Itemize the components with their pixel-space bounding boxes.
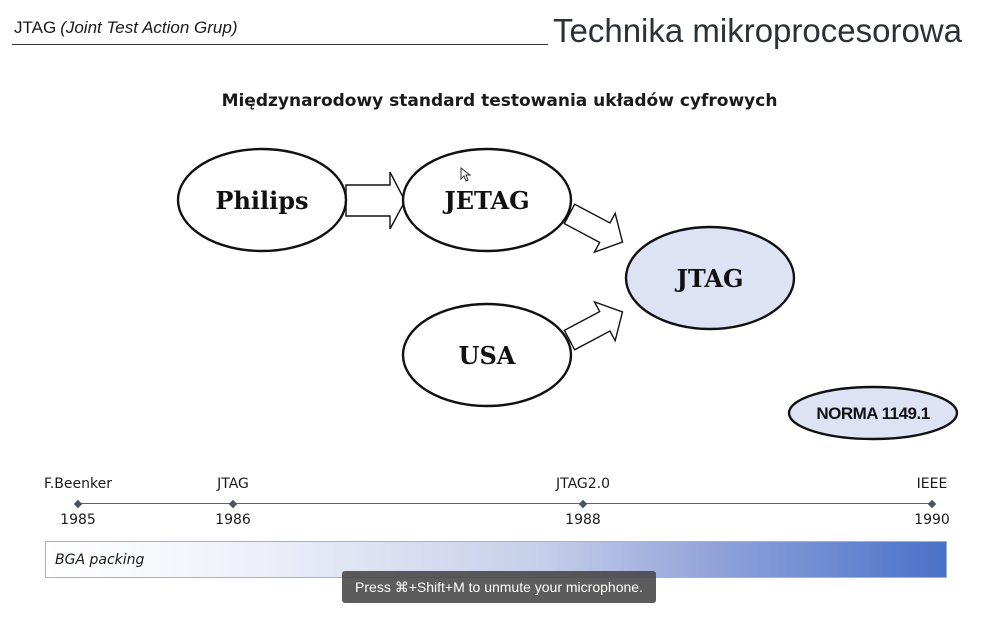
node-jetag [403,149,571,251]
timeline-event-2: JTAG [217,476,249,492]
timeline-year-4: 1990 [914,512,950,528]
node-usa [403,304,571,406]
timeline-event-4: IEEE [916,476,948,492]
timeline-event-3: JTAG2.0 [555,476,611,492]
arrow-philips-to-jetag [346,172,405,229]
slide-title: Międzynarodowy standard testowania układów cyfrowych [221,91,778,111]
bga-packing-label: BGA packing [55,552,145,568]
course-title: Technika mikroprocesorowa [552,12,962,49]
timeline-year-2: 1986 [215,512,251,528]
unmute-microphone-toast: Press ⌘+Shift+M to unmute your microphone. [342,571,656,603]
node-philips-label: Philips [215,186,309,215]
node-usa-label: USA [458,341,516,370]
node-jtag [626,227,794,329]
mouse-cursor-icon [460,167,472,183]
node-philips [178,149,346,251]
norma-badge [789,387,957,439]
timeline-event-1: F.Beenker [44,476,112,492]
timeline-year-3: 1988 [565,512,601,528]
timeline-axis [78,503,932,504]
timeline-year-1: 1985 [60,512,96,528]
header-expansion: (Joint Test Action Grup) [60,18,238,37]
norma-label: NORMA 1149.1 [816,404,930,423]
node-jtag-label: JTAG [676,264,744,293]
node-jetag-label: JETAG [444,186,530,215]
header-acronym: JTAG [14,18,57,37]
